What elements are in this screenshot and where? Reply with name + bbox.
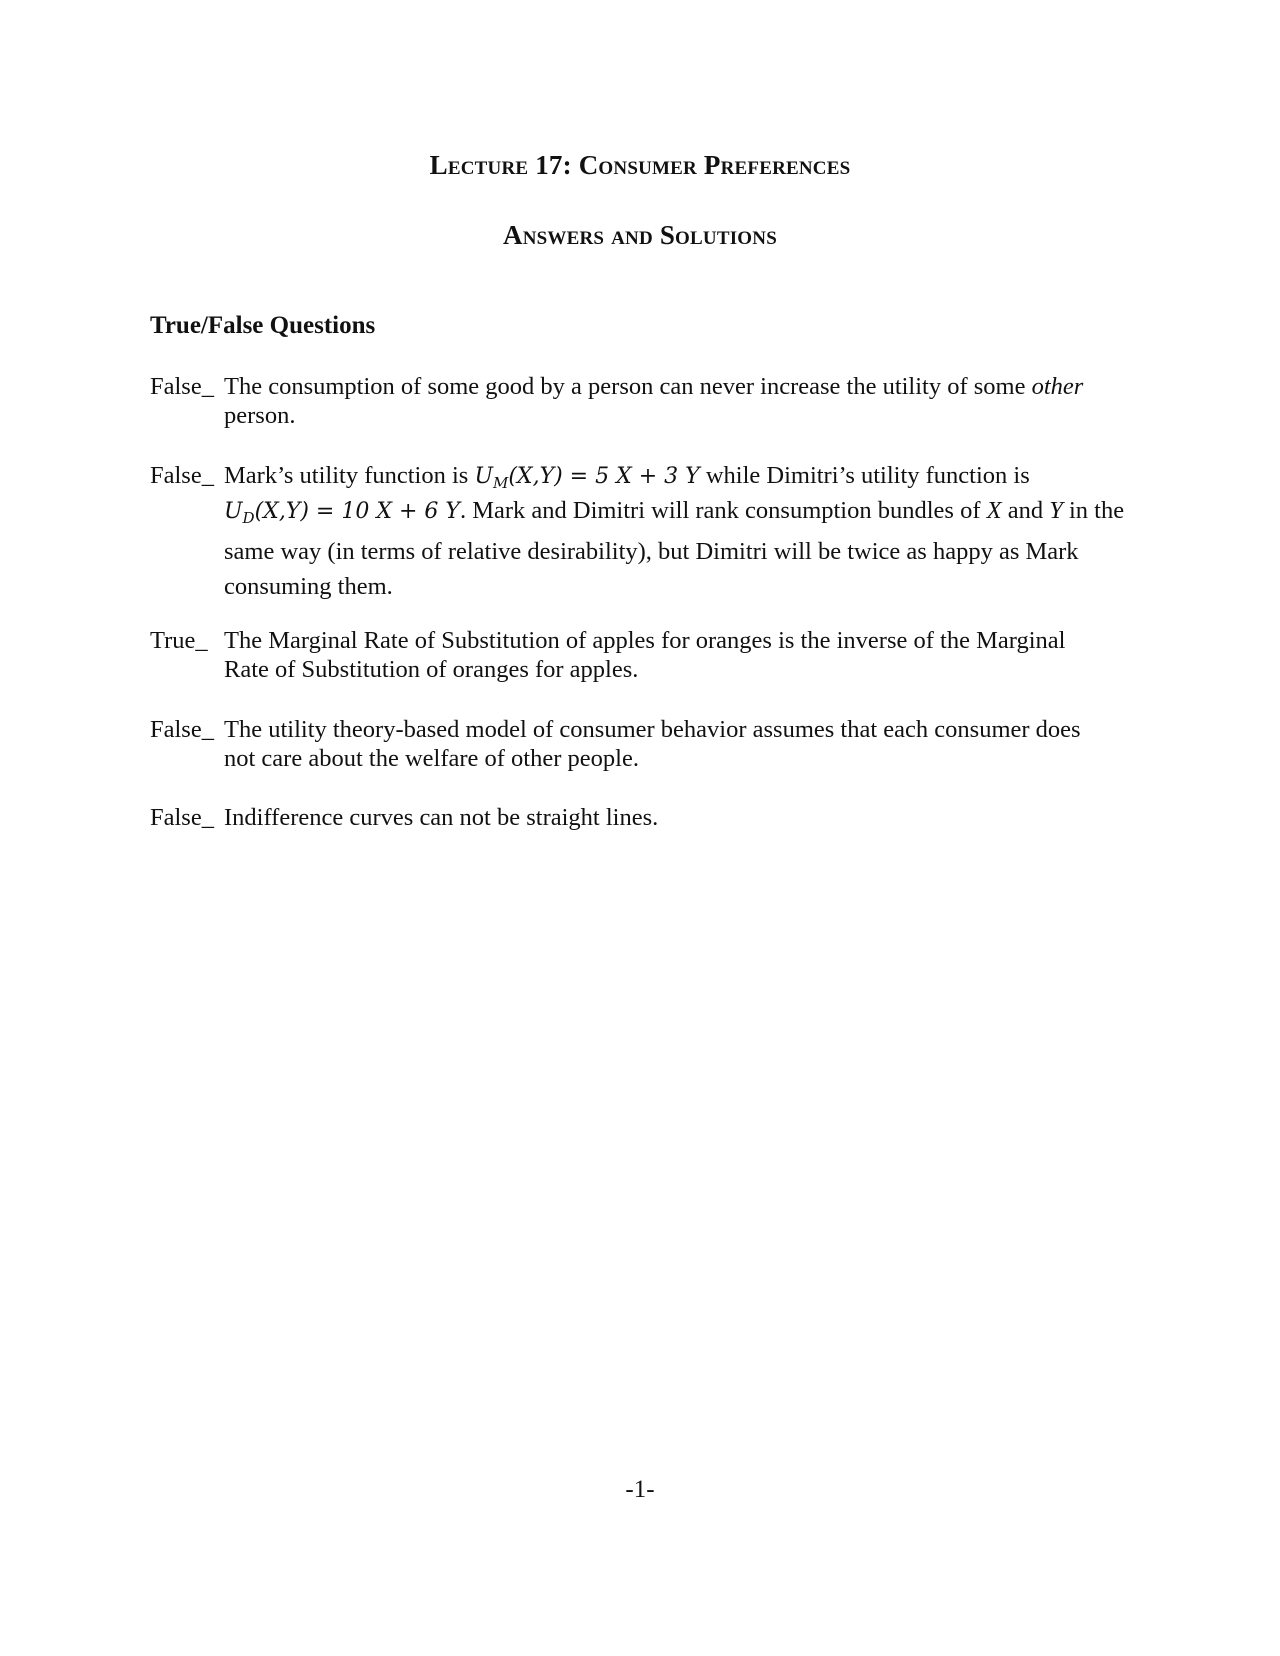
emphasis-text: other	[1031, 373, 1084, 400]
question-text	[224, 626, 1140, 684]
question-line: Mark’s utility function is $U_M(X,Y) = 5$ X + 3 Y while Dimitri’s utility function is	[224, 462, 1030, 492]
answer-label: True_	[150, 627, 208, 654]
question-item	[150, 372, 1140, 430]
question-line: consuming them.	[224, 573, 393, 600]
question-line: Rate of Substitution of oranges for apples.	[224, 656, 639, 683]
answer-label: False_	[150, 716, 214, 743]
page-title: Lecture 17: Consumer Preferences	[429, 150, 851, 180]
section-heading: True/False Questions	[150, 312, 376, 339]
page-subtitle: Answers and Solutions	[503, 220, 777, 250]
question-text	[224, 715, 1140, 773]
question-line: not care about the welfare of other people.	[224, 745, 639, 772]
question-line: Indifference curves can not be straight lines.	[224, 804, 659, 831]
question-text	[224, 803, 1140, 832]
question-text	[224, 461, 1140, 601]
question-item	[150, 461, 1140, 601]
question-line: The consumption of some good by a person can never increase the utility of some other	[224, 373, 1084, 400]
answer-label: False_	[150, 804, 214, 831]
answer-label: False_	[150, 373, 214, 400]
question-item	[150, 803, 1140, 832]
utility-formula-dimitri: $U_D(X,Y) = 10$ X + 6 Y	[224, 499, 460, 527]
question-line: person.	[224, 402, 296, 429]
question-line: The Marginal Rate of Substitution of apples for oranges is the inverse of the Marginal	[224, 627, 1066, 654]
question-line: The utility theory-based model of consumer behavior assumes that each consumer does	[224, 716, 1081, 743]
question-line: same way (in terms of relative desirability), but Dimitri will be twice as happy as Mark	[224, 538, 1079, 565]
utility-formula-mark: $U_M(X,Y) = 5$ X + 3 Y	[474, 464, 700, 492]
page-number: -1-	[625, 1476, 655, 1503]
question-text	[224, 372, 1140, 430]
question-item	[150, 626, 1140, 684]
answer-label: False_	[150, 462, 214, 489]
question-line: $U_D(X,Y) = 10$ X + 6 Y. Mark and Dimitri will rank consumption bundles of X and Y in the	[224, 497, 1125, 527]
question-item	[150, 715, 1140, 773]
